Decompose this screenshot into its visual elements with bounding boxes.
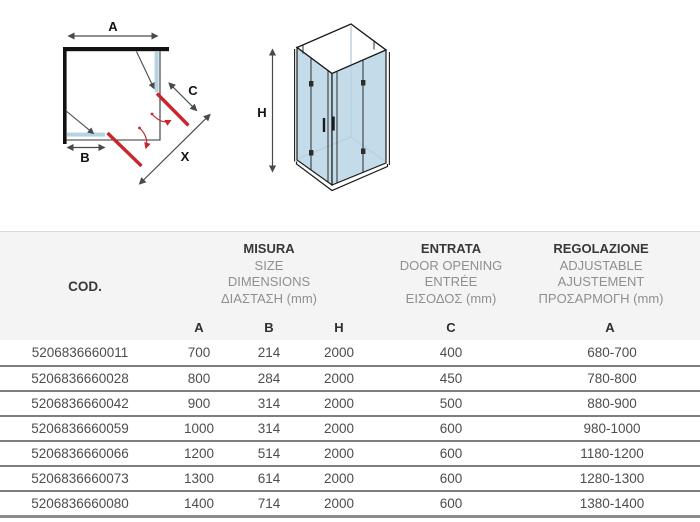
group-label: REGOLAZIONE [553, 241, 649, 256]
door-closed-line-left [67, 112, 94, 134]
cell-b: 314 [257, 421, 281, 436]
group-label: DIMENSIONS [227, 274, 311, 289]
dim-label-c: C [188, 83, 198, 98]
door-swing-arrows [138, 113, 170, 148]
cell-a: 1300 [183, 471, 215, 486]
subheader-a: A [194, 320, 204, 335]
hinge-icon [361, 80, 365, 86]
group-label: ADJUSTABLE [559, 257, 643, 273]
table-row [0, 390, 700, 415]
table-header [0, 232, 700, 340]
cell-b: 614 [257, 471, 281, 486]
cell-adj: 980-1000 [583, 421, 641, 436]
cell-h: 2000 [323, 421, 355, 436]
table-row [0, 490, 700, 515]
group-label: ENTRÉE [424, 274, 478, 289]
group-label: DOOR OPENING [399, 257, 503, 273]
subheader-h: H [334, 320, 344, 335]
spec-table [0, 231, 700, 518]
cell-b: 514 [257, 446, 281, 461]
cell-b: 314 [257, 396, 281, 411]
table-row [0, 465, 700, 490]
cell-h: 2000 [323, 371, 355, 386]
table-row [0, 365, 700, 390]
cell-cod: 5206836660011 [31, 345, 129, 360]
cell-c: 600 [439, 446, 463, 461]
cell-h: 2000 [323, 345, 355, 360]
table-row [0, 440, 700, 465]
group-label: ENTRATA [420, 241, 482, 256]
cell-h: 2000 [323, 446, 355, 461]
subheader-adj-a: A [605, 320, 615, 335]
cell-adj: 1280-1300 [579, 471, 645, 486]
cell-adj: 1380-1400 [579, 496, 645, 511]
fixed-glass-right [155, 51, 159, 92]
wall-top [63, 47, 169, 51]
cell-c: 600 [439, 421, 463, 436]
fixed-glass-bottom [67, 133, 105, 137]
column-group-misura [160, 232, 378, 315]
hinge-icon [309, 150, 313, 156]
dim-label-b: B [80, 150, 90, 165]
open-door-left [108, 133, 142, 166]
cell-cod: 5206836660028 [31, 371, 129, 386]
cell-h: 2000 [323, 496, 355, 511]
cell-c: 500 [439, 396, 463, 411]
cell-a: 900 [187, 396, 211, 411]
cell-cod: 5206836660066 [31, 446, 129, 461]
cell-b: 714 [257, 496, 281, 511]
cell-a: 1400 [183, 496, 215, 511]
dim-label-a: A [108, 19, 118, 34]
cell-c: 600 [439, 496, 463, 511]
cell-a: 1000 [183, 421, 215, 436]
cell-h: 2000 [323, 396, 355, 411]
table-body [0, 340, 700, 518]
tray-outline [67, 51, 160, 140]
cell-cod: 5206836660080 [31, 496, 129, 511]
group-label: ΔΙΑΣΤΑΣΗ (mm) [220, 290, 317, 306]
cell-h: 2000 [323, 471, 355, 486]
cell-cod: 5206836660059 [31, 421, 129, 436]
column-header-cod: COD. [68, 278, 102, 294]
swing-arc-left [140, 128, 147, 148]
glass-panel-right [332, 50, 386, 185]
technical-drawings [0, 0, 700, 228]
cell-a: 800 [187, 371, 211, 386]
dim-label-x: X [180, 149, 190, 164]
group-label: AJUSTEMENT [557, 274, 645, 289]
table-row [0, 340, 700, 365]
hinge-icon [309, 81, 313, 87]
cell-a: 1200 [183, 446, 215, 461]
group-label: MISURA [243, 241, 295, 256]
cell-c: 450 [439, 371, 463, 386]
hinge-icon [361, 149, 365, 155]
cell-cod: 5206836660073 [31, 471, 129, 486]
group-label: ΠΡΟΣΑΡΜΟΓΗ (mm) [538, 290, 664, 306]
dim-label-h: H [257, 105, 267, 120]
subheader-b: B [264, 320, 274, 335]
cell-c: 600 [439, 471, 463, 486]
cell-b: 284 [257, 371, 281, 386]
cell-adj: 1180-1200 [580, 446, 644, 461]
table-row [0, 415, 700, 440]
column-group-entrata [378, 232, 524, 315]
cell-c: 400 [439, 345, 463, 360]
cell-adj: 680-700 [587, 345, 637, 360]
cell-adj: 780-800 [587, 371, 637, 386]
cell-cod: 5206836660042 [31, 396, 129, 411]
top-view-diagram [63, 19, 210, 184]
cell-b: 214 [257, 345, 281, 360]
wall-left [63, 47, 67, 144]
dim-arrow-x [140, 115, 211, 185]
door-closed-line-right [137, 52, 155, 89]
group-label: ΕΙΣΟΔΟΣ (mm) [405, 290, 497, 306]
cell-a: 700 [187, 345, 211, 360]
cell-adj: 880-900 [587, 396, 637, 411]
swing-arc-right [152, 114, 171, 122]
column-group-regolazione [524, 232, 700, 315]
subheader-c: C [446, 320, 456, 335]
iso-view-diagram [257, 24, 389, 191]
group-label: SIZE [254, 257, 284, 273]
